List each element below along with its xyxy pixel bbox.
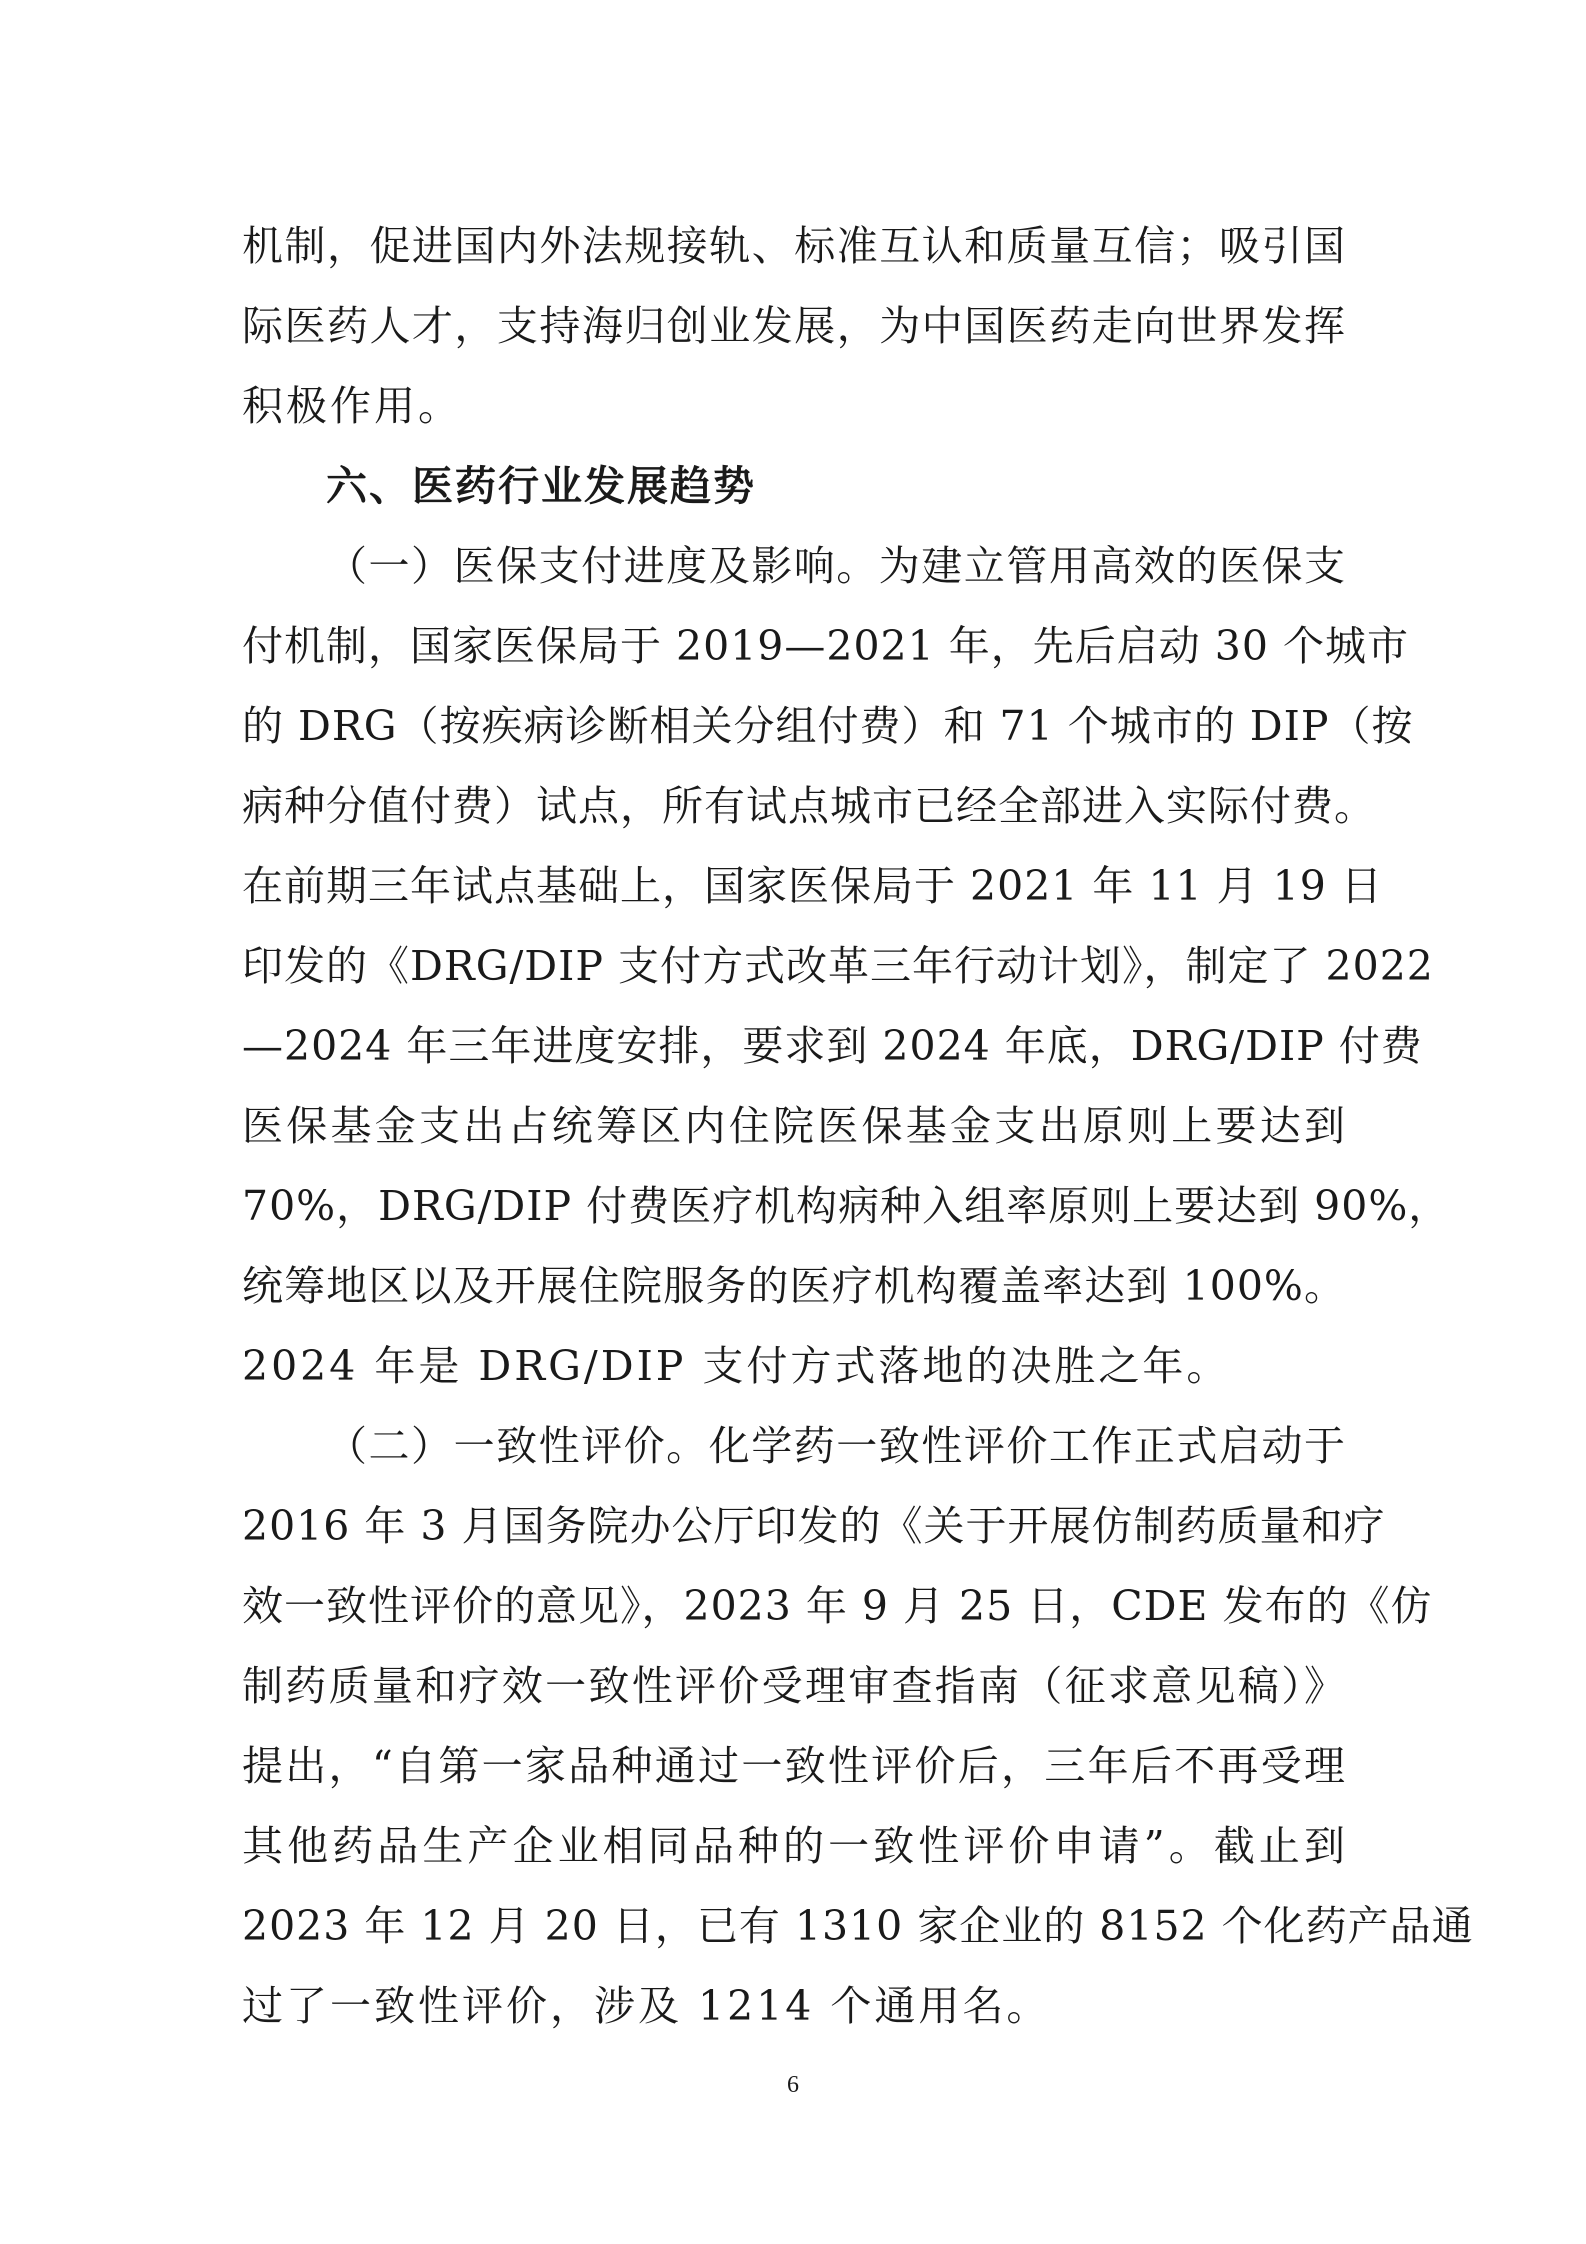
paragraph-line: 效一致性评价的意见》，2023 年 9 月 25 日，CDE 发布的《仿	[242, 1582, 1433, 1630]
paragraph-line: 制药质量和疗效一致性评价受理审查指南（征求意见稿）》	[242, 1662, 1346, 1710]
page-number: 6	[787, 2072, 799, 2098]
paragraph-line: —2024 年三年进度安排，要求到 2024 年底，DRG/DIP 付费	[242, 1022, 1423, 1070]
paragraph-line: 积极作用。	[242, 382, 462, 430]
paragraph-line: 付机制，国家医保局于 2019—2021 年，先后启动 30 个城市	[242, 622, 1409, 670]
paragraph-line: 病种分值付费）试点，所有试点城市已经全部进入实际付费。	[242, 782, 1376, 830]
paragraph-line: 的 DRG（按疾病诊断相关分组付费）和 71 个城市的 DIP（按	[242, 702, 1414, 750]
paragraph-line: 提出，“自第一家品种通过一致性评价后，三年后不再受理	[242, 1742, 1346, 1790]
paragraph-line: 2024 年是 DRG/DIP 支付方式落地的决胜之年。	[242, 1342, 1231, 1390]
section-heading: 六、医药行业发展趋势	[326, 462, 756, 510]
subsection-first-line: （二）一致性评价。化学药一致性评价工作正式启动于	[326, 1422, 1346, 1470]
paragraph-line: 际医药人才，支持海归创业发展，为中国医药走向世界发挥	[242, 302, 1346, 350]
paragraph-line: 2016 年 3 月国务院办公厅印发的《关于开展仿制药质量和疗	[242, 1502, 1386, 1550]
paragraph-line: 医保基金支出占统筹区内住院医保基金支出原则上要达到	[242, 1102, 1346, 1150]
paragraph-line: 在前期三年试点基础上，国家医保局于 2021 年 11 月 19 日	[242, 862, 1383, 910]
paragraph-line: 机制，促进国内外法规接轨、标准互认和质量互信；吸引国	[242, 222, 1346, 270]
paragraph-line: 其他药品生产企业相同品种的一致性评价申请”。截止到	[242, 1822, 1346, 1870]
paragraph-line: 70%，DRG/DIP 付费医疗机构病种入组率原则上要达到 90%，	[242, 1182, 1451, 1230]
paragraph-line: 印发的《DRG/DIP 支付方式改革三年行动计划》，制定了 2022	[242, 942, 1434, 990]
paragraph-line: 过了一致性评价，涉及 1214 个通用名。	[242, 1982, 1051, 2030]
paragraph-line: 统筹地区以及开展住院服务的医疗机构覆盖率达到 100%。	[242, 1262, 1346, 1310]
subsection-first-line: （一）医保支付进度及影响。为建立管用高效的医保支	[326, 542, 1346, 590]
paragraph-line: 2023 年 12 月 20 日，已有 1310 家企业的 8152 个化药产品通	[242, 1902, 1474, 1950]
document-body	[242, 206, 1474, 2046]
